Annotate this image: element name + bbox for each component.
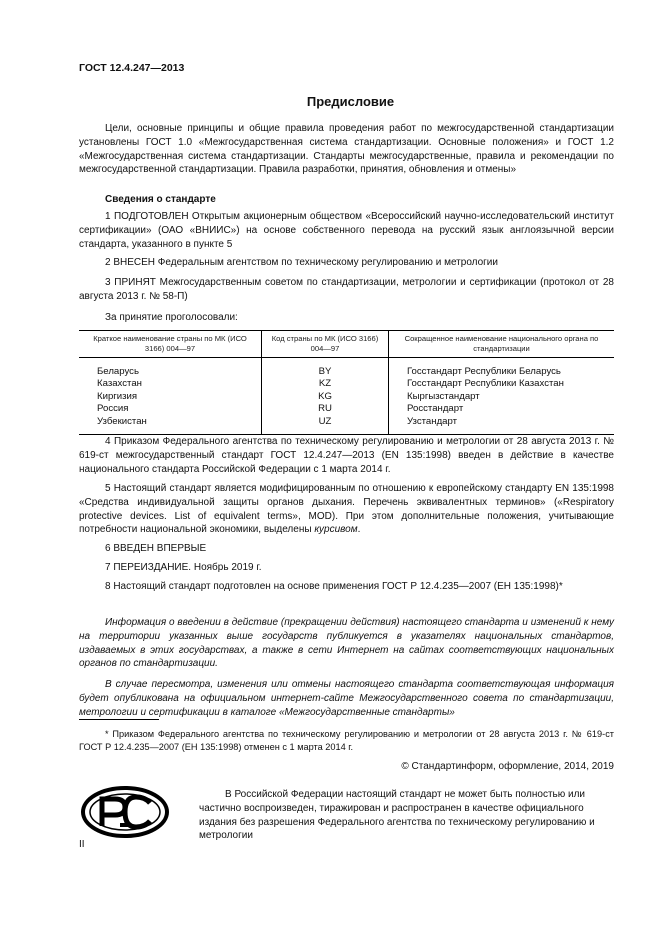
- country-code: UZ: [262, 416, 389, 435]
- standards-body: Росстандарт: [389, 403, 615, 415]
- country-name: Беларусь: [97, 366, 139, 377]
- table-row: [79, 416, 614, 435]
- footnote-divider: [79, 719, 159, 720]
- copyright: © Стандартинформ, оформление, 2014, 2019: [401, 761, 614, 772]
- standards-body: Кыргызстандарт: [389, 391, 615, 403]
- page-title: Предисловие: [306, 94, 395, 109]
- item-3: 3 ПРИНЯТ Межгосударственным советом по стандартизации, метрологии и сертификации (протокол от 28 августа 2013 г. № 58-П): [79, 277, 614, 302]
- item-5-text: 5 Настоящий стандарт является модифицированным по отношению к европейскому стандарту EN 135:1998 «Средства индивидуальной защиты органов дыхания. Перечень эквивалентных терминов» («Respiratory protective devices. List of equivalent terms», MOD). При этом дополнительные положения, учитывающие потребности национальной экономики, выделены: [79, 483, 614, 536]
- standards-body: Госстандарт Республики Казахстан: [389, 378, 615, 390]
- country-name: Узбекистан: [79, 416, 262, 435]
- country-name: Россия: [97, 403, 129, 415]
- standards-body: Узстандарт: [389, 416, 615, 435]
- item-7: 7 ПЕРЕИЗДАНИЕ. Ноябрь 2019 г.: [105, 562, 262, 573]
- country-code: KG: [262, 391, 389, 403]
- footnote: * Приказом Федерального агентства по техническому регулированию и метрологии от 28 августа 2013 г. № 619-ст ГОСТ Р 12.4.235—2007 (ЕН 135:1998) отменен с 1 марта 2014 г.: [79, 729, 614, 752]
- info-paragraph-2: В случае пересмотра, изменения или отмены настоящего стандарта соответствующая информация будет опубликована на официальном интернет-сайте Межгосударственного совета по стандартизации, метрологии и сертификации в каталоге «Межгосударственные стандарты»: [79, 679, 614, 718]
- section-heading: Сведения о стандарте: [105, 194, 216, 205]
- country-name: Киргизия: [97, 390, 138, 402]
- item-8: 8 Настоящий стандарт подготовлен на основе применения ГОСТ Р 12.4.235—2007 (ЕН 135:1998)*: [105, 581, 563, 592]
- table-row: [79, 391, 614, 403]
- table-row: [79, 378, 614, 390]
- table-header-row: [79, 331, 614, 358]
- country-code: BY: [262, 358, 389, 379]
- country-code: KZ: [262, 378, 389, 390]
- standards-body: Госстандарт Республики Беларусь: [389, 358, 615, 379]
- rst-certification-mark-icon: [80, 785, 170, 839]
- item-5: [79, 482, 614, 537]
- table-row: [79, 358, 614, 379]
- column-header-body: Сокращенное наименование национального органа по стандартизации: [389, 331, 615, 358]
- item-5-end: .: [357, 524, 361, 536]
- info-paragraph-1: Информация о введении в действие (прекращении действия) настоящего стандарта и изменений к нему на территории указанных выше государств публикуется в указателях национальных стандартов, издаваемых в этих государствах, а также в сети Интернет на сайтах соответствующих национальных органов по стандартизации.: [79, 617, 614, 670]
- item-1: 1 ПОДГОТОВЛЕН Открытым акционерным обществом «Всероссийский научно-исследовательский институт сертификации» (ОАО «ВНИИС») на основе собственного перевода на русский язык англоязычной версии стандарта, указанного в пункте 5: [79, 211, 614, 250]
- document-code: ГОСТ 12.4.247—2013: [79, 62, 185, 74]
- column-header-code: Код страны по МК (ИСО 3166) 004—97: [262, 331, 389, 358]
- item-4: 4 Приказом Федерального агентства по техническому регулированию и метрологии от 28 августа 2013 г. № 619-ст межгосударственный стандарт ГОСТ 12.4.247—2013 (EN 135:1998) введен в действие в качестве национального стандарта Российской Федерации с 1 марта 2014 г.: [79, 436, 614, 475]
- voting-countries-table: [79, 330, 614, 435]
- item-2: 2 ВНЕСЕН Федеральным агентством по техническому регулированию и метрологии: [105, 257, 498, 268]
- item-6: 6 ВВЕДЕН ВПЕРВЫЕ: [105, 543, 207, 554]
- column-header-country: Краткое наименование страны по МК (ИСО 3166) 004—97: [79, 331, 262, 358]
- item-5-italic: курсивом: [314, 524, 358, 536]
- reproduction-notice: В Российской Федерации настоящий стандарт не может быть полностью или частично воспроизведен, тиражирован и распространен в качестве официального издания без разрешения Федерального агентства по техническому регулированию и метрологии: [199, 789, 595, 842]
- page-number: II: [79, 839, 85, 850]
- country-code: RU: [262, 403, 389, 415]
- country-name: Казахстан: [97, 378, 142, 390]
- vote-intro: За принятие проголосовали:: [105, 312, 238, 323]
- table-row: [79, 403, 614, 415]
- intro-paragraph: Цели, основные принципы и общие правила проведения работ по межгосударственной стандартизации установлены ГОСТ 1.0 «Межгосударственная система стандартизации. Основные положения» и ГОСТ 1.2 «Межгосударственная система стандартизации. Стандарты межгосударственные, правила и рекомендации по межгосударственной стандартизации. Правила разработки, принятия, обновления и отмены»: [79, 123, 614, 176]
